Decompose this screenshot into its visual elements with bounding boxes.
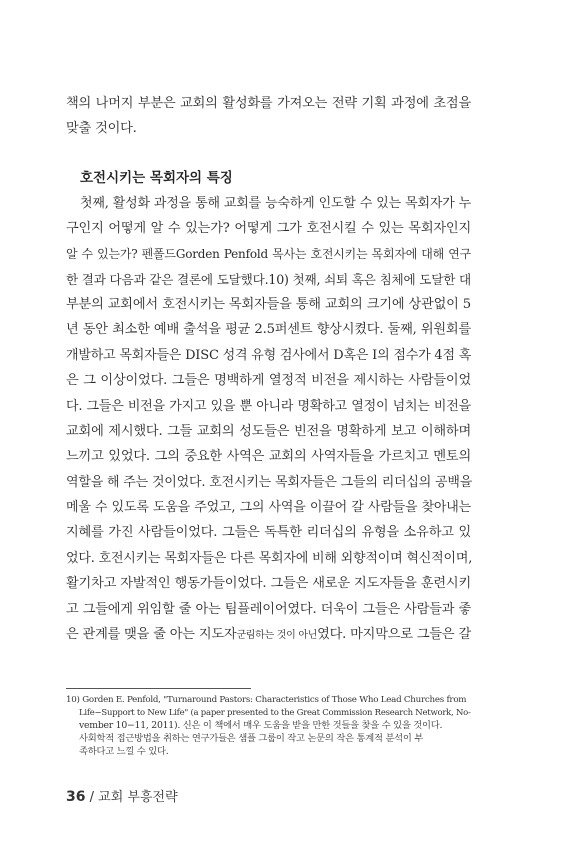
footnote-line-2: Life−Support to New Life" (a paper presented to the Great Commission Research Network, No- [79,708,471,718]
body-line-16: 활기차고 자발적인 행동가들이었다. 그들은 새로운 지도자들을 훈련시키 [66,576,471,591]
body-line-18-small-insert: 군림하는 것이 아닌 [236,630,318,641]
body-line-18-start: 은 관계를 맺을 줄 아는 지도자 [66,627,237,642]
body-line-8: 은 그 이상이었다. 그들은 명백하게 열정적 비전을 제시하는 사람들이었 [66,373,471,388]
body-line-9: 다. 그들은 비전을 가지고 있을 뿐 아니라 명확하고 열정이 넘치는 비전을 [66,399,471,414]
body-line-11: 느끼고 있었다. 그의 중요한 사역은 교회의 사역자들을 가르치고 멘토의 [66,449,471,464]
section-heading: 호전시키는 목회자의 특징 [80,170,233,186]
body-line-4: 한 결과 다음과 같은 결론에 도달했다.10) 첫째, 쇠퇴 혹은 침체에 도달한 대 [66,272,471,287]
page-number: 36 [66,789,86,805]
footnote-rule [66,688,251,689]
body-line-17: 고 그들에게 위임할 줄 아는 팀플레이어였다. 더욱이 그들은 사람들과 좋 [66,602,471,617]
book-title: 교회 부흥전략 [98,790,178,805]
body-line-5: 부분의 교회에서 호전시키는 목회자들을 통해 교회의 크기에 상관없이 5 [66,297,471,312]
intro-line-1: 책의 나머지 부분은 교회의 활성화를 가져오는 전략 기획 과정에 초점을 [66,96,471,111]
body-line-15: 었다. 호전시키는 목회자들은 다른 목회자에 비해 외향적이며 혁신적이며, [66,551,473,566]
body-line-7: 개발하고 목회자들은 DISC 성격 유형 검사에서 D혹은 I의 점수가 4점 혹 [66,348,472,363]
body-line-14: 지혜를 가진 사람들이었다. 그들은 독특한 리더십의 유형을 소유하고 있 [66,525,471,540]
body-line-13: 메울 수 있도록 도움을 주었고, 그의 사역을 이끌어 갈 사람들을 찾아내는 [66,500,471,515]
folio-separator: / [89,790,95,805]
body-line-6: 년 동안 최소한 예배 출석을 평균 2.5퍼센트 향상시켰다. 둘째, 위원회를 [66,322,471,337]
body-line-12: 역할을 해 주는 것이었다. 호전시키는 목회자들은 그들의 리더십의 공백을 [66,475,473,490]
intro-line-2: 맞출 것이다. [66,121,137,136]
page-folio [66,788,178,807]
body-line-1: 첫째, 활성화 과정을 통해 교회를 능숙하게 인도할 수 있는 목회자가 누 [80,196,471,211]
body-line-10: 교회에 제시했다. 그들 교회의 성도들은 빈전을 명확하게 보고 이해하며 [66,424,471,439]
body-line-3: 알 수 있는가? 펜폴드Gorden Penfold 목사는 호전시키는 목회자에 대해 연구 [66,247,471,261]
footnote-line-4: 사회학적 접근방법을 취하는 연구가들은 샘플 그룹이 작고 논문의 작은 통계적 분석이 부 [79,733,424,744]
footnote-line-3: vember 10−11, 2011). 신은 이 책에서 매우 도움을 받을 만한 것들을 찾을 수 있을 것이다. [79,720,443,731]
body-line-2: 구인지 어떻게 알 수 있는가? 어떻게 그가 호전시킬 수 있는 목회자인지 [66,221,471,236]
body-line-18 [66,625,471,646]
footnote-line-1: 10) Gorden E. Penfold, "Turnaround Pastors: Characteristics of Those Who Lead Churches from [66,695,467,705]
footnote-line-5: 족하다고 느낄 수 있다. [79,746,169,757]
body-line-18-end: 였다. 마지막으로 그들은 갈 [317,627,471,642]
